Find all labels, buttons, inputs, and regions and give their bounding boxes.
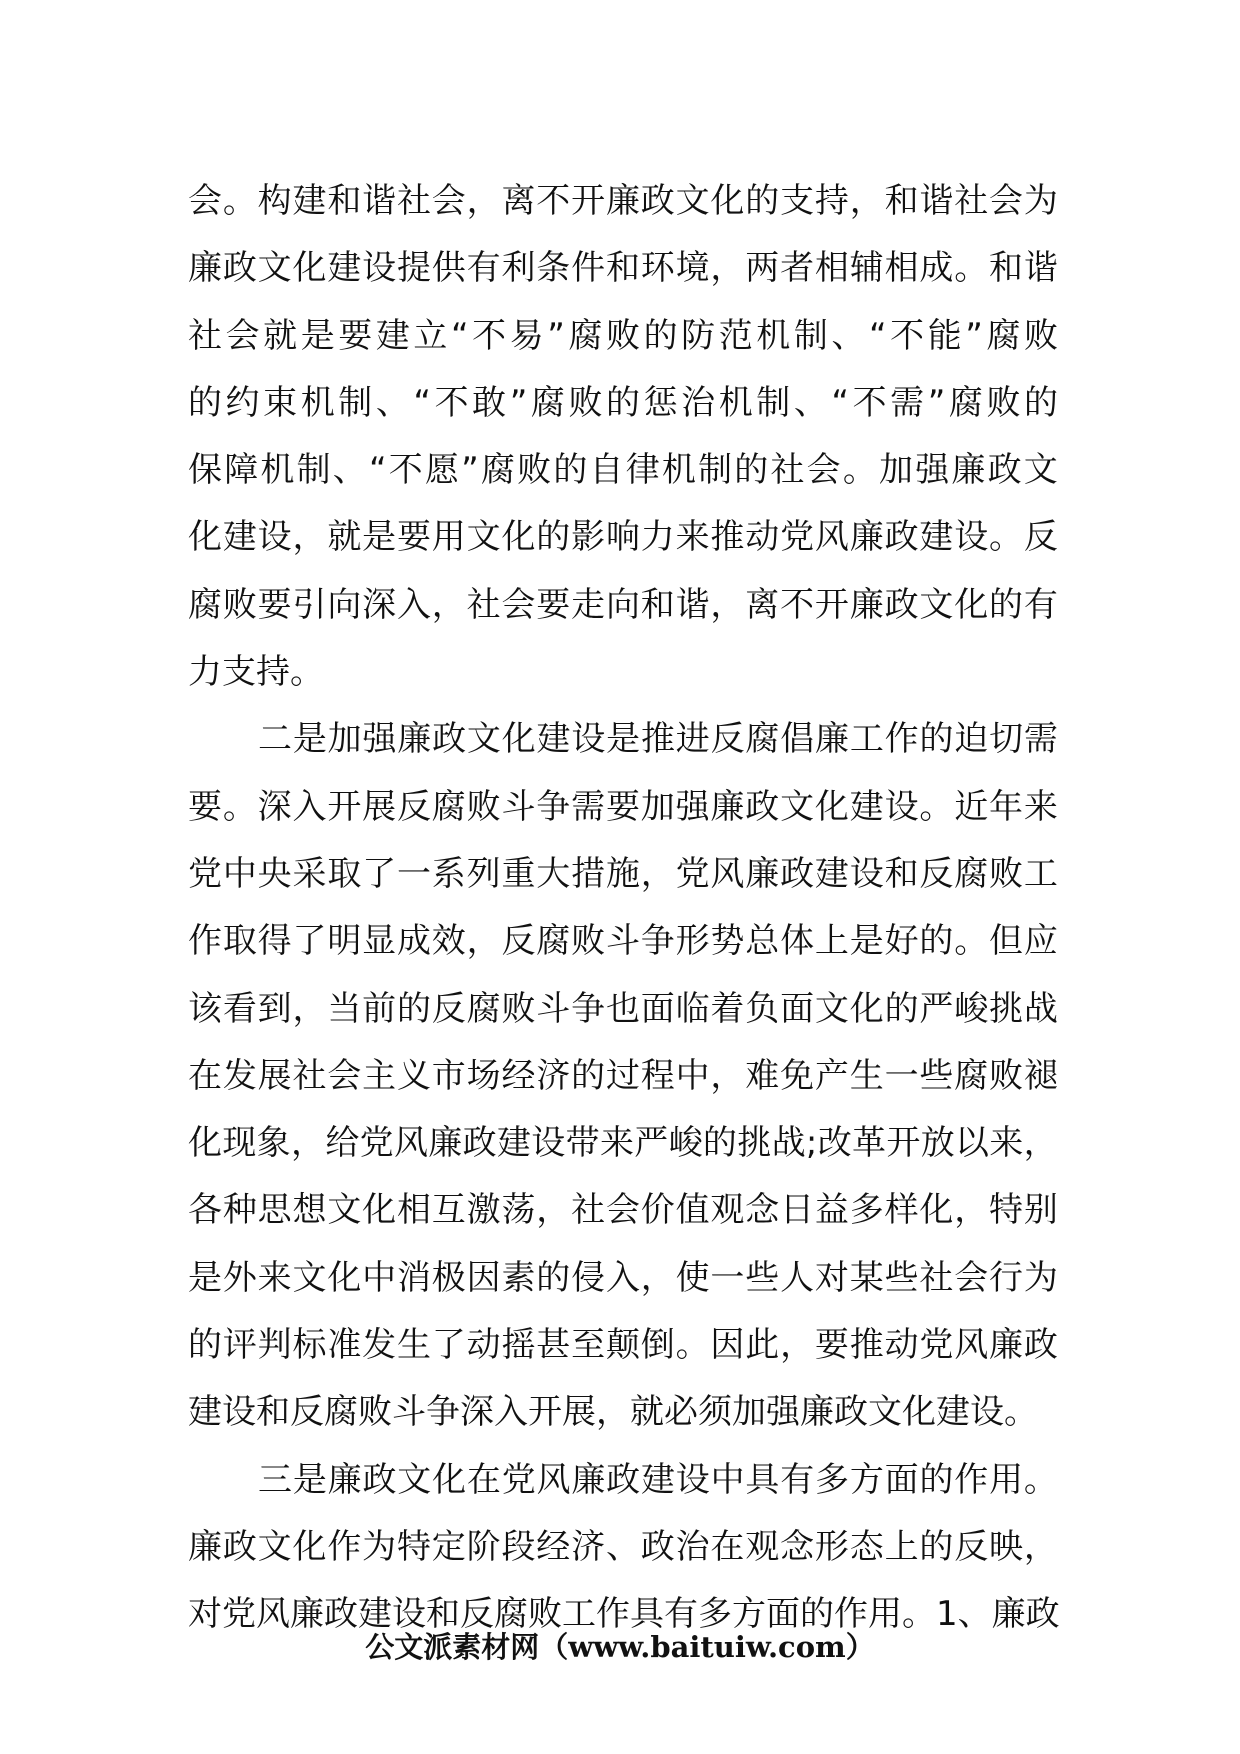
text-line: 社 会 就 是 要 建 立 “ 不 易 ” 腐 败 的 防 范 机 制 、 “ 不 能 ” 腐 败 [188,315,1058,356]
text-line: 腐 败 要 引 向 深 入 ， 社 会 要 走 向 和 谐 ， 离 不 开 廉 政 文 化 的 有 [188,584,1058,625]
text-line: 的 约 束 机 制 、 “ 不 敢 ” 腐 败 的 惩 治 机 制 、 “ 不 需 ” 腐 败 的 [188,382,1058,423]
text-line: 保 障 机 制 、 “ 不 愿 ” 腐 败 的 自 律 机 制 的 社 会 。 加 强 廉 政 文 [188,450,1058,491]
text-line: 廉 政 文 化 作 为 特 定 阶 段 经 济 、 政 治 在 观 念 形 态 上 的 反 映 ， [188,1526,1058,1567]
text-line: 化 建 设 ， 就 是 要 用 文 化 的 影 响 力 来 推 动 党 风 廉 政 建 设 。 反 [188,517,1058,558]
text-line: 各 种 思 想 文 化 相 互 激 荡 ， 社 会 价 值 观 念 日 益 多 样 化 ， 特 别 [188,1190,1058,1231]
text-line: 对 党 风 廉 政 建 设 和 反 腐 败 工 作 具 有 多 方 面 的 作 用 。 1 、 廉 政 [188,1594,1060,1635]
text-line: 要 。 深 入 开 展 反 腐 败 斗 争 需 要 加 强 廉 政 文 化 建 设 。 近 年 来 [188,786,1058,827]
text-line: 作 取 得 了 明 显 成 效 ， 反 腐 败 斗 争 形 势 总 体 上 是 好 的 。 但 应 [188,921,1058,962]
text-line: 党 中 央 采 取 了 一 系 列 重 大 措 施 ， 党 风 廉 政 建 设 和 反 腐 败 工 [188,853,1058,894]
text-line: 二 是 加 强 廉 政 文 化 建 设 是 推 进 反 腐 倡 廉 工 作 的 迫 切 需 [258,719,1058,760]
text-line: 廉 政 文 化 建 设 提 供 有 利 条 件 和 环 境 ， 两 者 相 辅 相 成 。 和 谐 [188,248,1058,289]
text-line: 会 。 构 建 和 谐 社 会 ， 离 不 开 廉 政 文 化 的 支 持 ， 和 谐 社 会 为 [188,181,1058,221]
text-line: 的 评 判 标 准 发 生 了 动 摇 甚 至 颠 倒 。 因 此 ， 要 推 动 党 风 廉 政 [188,1325,1058,1366]
text-line: 该 看 到 ， 当 前 的 反 腐 败 斗 争 也 面 临 着 负 面 文 化 的 严 峻 挑 战 [188,988,1058,1029]
body-text [188,168,1058,1649]
text-line: 是 外 来 文 化 中 消 极 因 素 的 侵 入 ， 使 一 些 人 对 某 些 社 会 行 为 [188,1257,1058,1298]
text-line: 三 是 廉 政 文 化 在 党 风 廉 政 建 设 中 具 有 多 方 面 的 作 用 。 [258,1459,1058,1500]
text-line: 在 发 展 社 会 主 义 市 场 经 济 的 过 程 中 ， 难 免 产 生 一 些 腐 败 褪 [188,1055,1058,1096]
footer-source: 公文派素材网（www.baituiw.com） [365,1630,875,1664]
text-line: 化 现 象 ， 给 党 风 廉 政 建 设 带 来 严 峻 的 挑 战 ; 改 革 开 放 以 来 ， [188,1123,1058,1164]
text-line: 力支持。 [188,652,324,693]
text-line: 建设和反腐败斗争深入开展，就必须加强廉政文化建设。 [188,1392,1038,1433]
